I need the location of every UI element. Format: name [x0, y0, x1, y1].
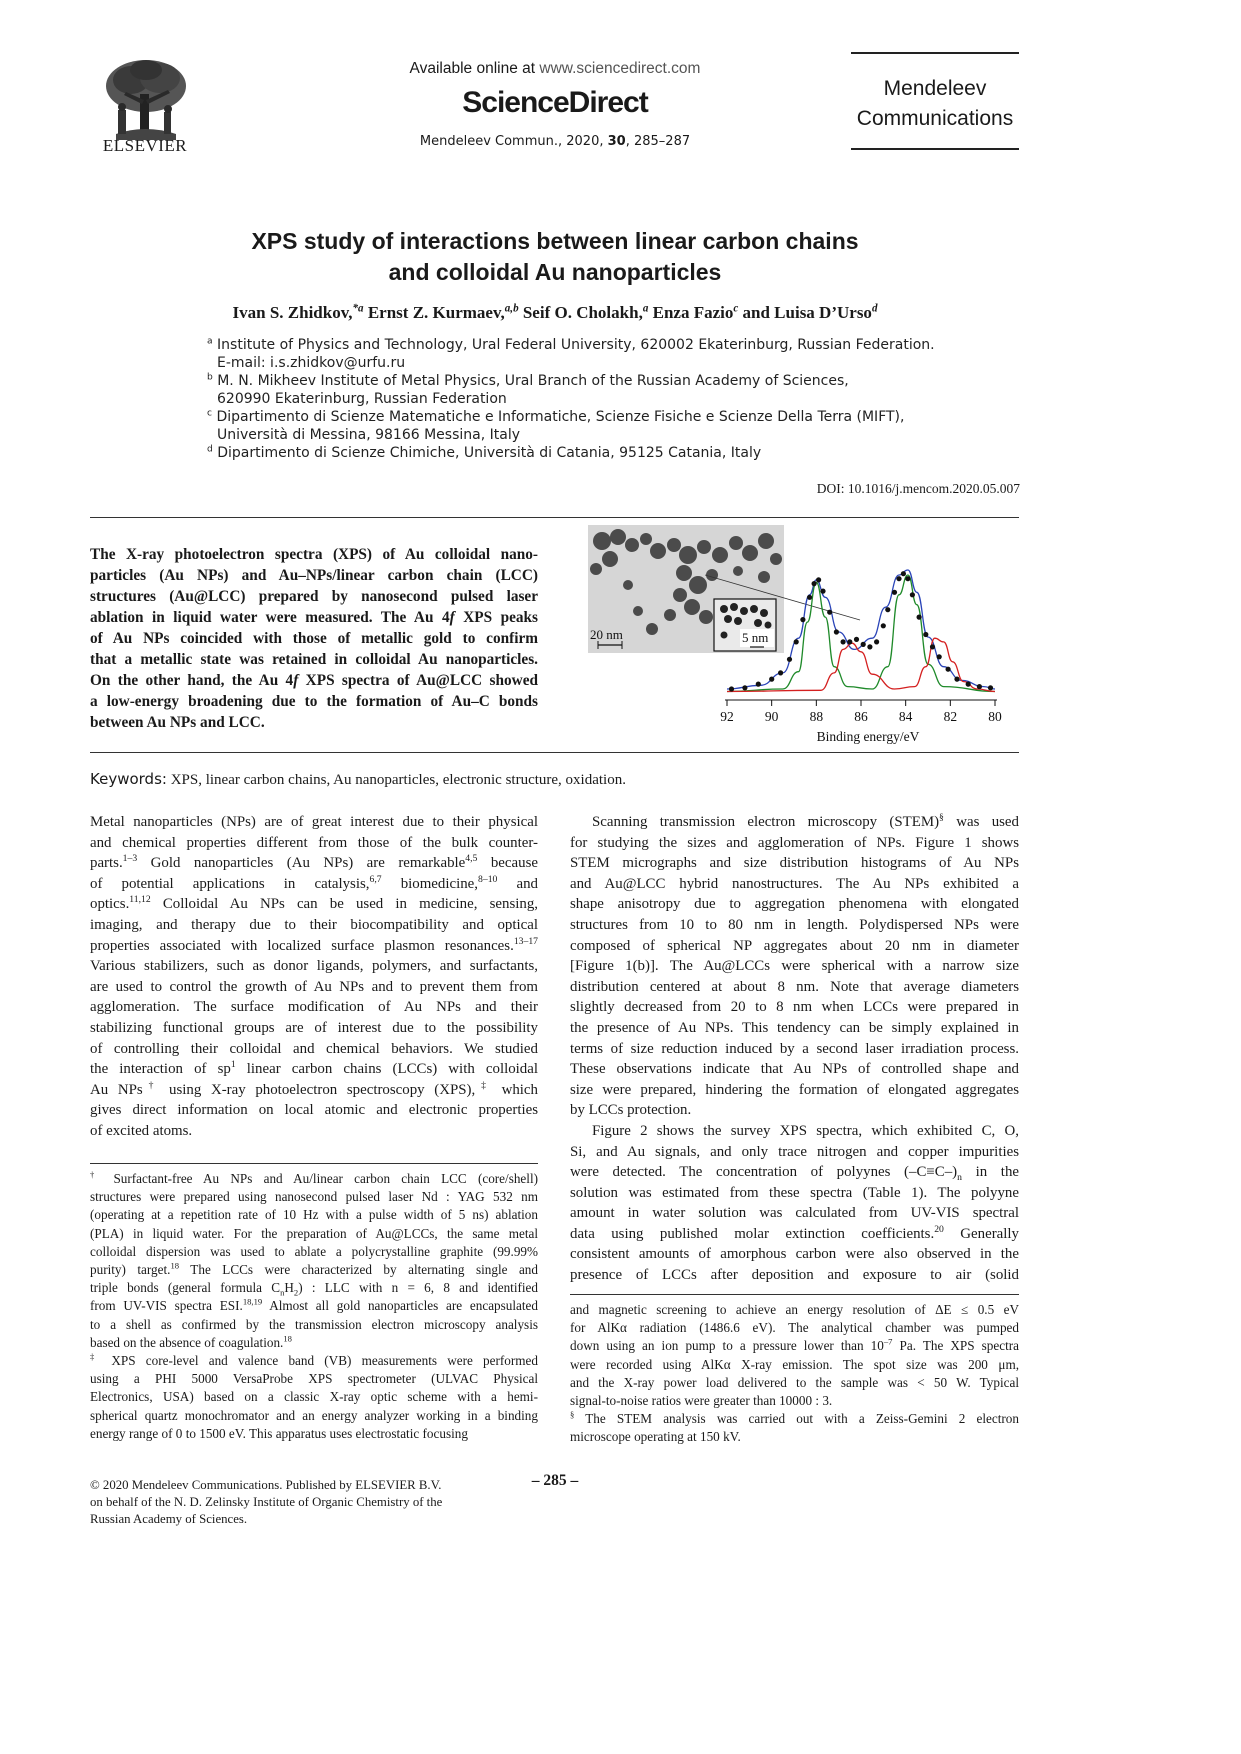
- footnote-line: energy range of 0 to 1500 eV. This apparatus uses electrostatic focusing: [90, 1425, 468, 1441]
- affiliation-mark: d: [207, 444, 213, 455]
- data-point: [820, 589, 825, 594]
- footnote-line: and the X-ray power load delivered to the sample was < 50 W. Typical: [570, 1374, 1019, 1390]
- body-line: These observations indicate that Au NPs of controlled shape and: [570, 1061, 1019, 1078]
- data-point: [841, 639, 846, 644]
- footnote-rule-left: [90, 1163, 538, 1164]
- xps-spectrum-chart: [705, 560, 1020, 750]
- body-line: Au NPs† using X-ray photoelectron spectroscopy (XPS),‡ which: [90, 1079, 538, 1098]
- data-point: [729, 686, 734, 691]
- footnote-line: were recorded using AlKα X-ray emission. The spot size was 200 μm,: [570, 1356, 1019, 1372]
- footnote-line: (PLA) in liquid water. For the preparation of Au@LCCs, the same metal: [90, 1225, 538, 1241]
- x-tick-label: 88: [809, 709, 824, 724]
- data-point: [923, 632, 928, 637]
- journal-citation: [300, 134, 810, 149]
- x-tick-label: 90: [764, 709, 779, 724]
- footnote-line: triple bonds (general formula $C_nH_2$) : LLC with n = 6, 8 and identified: [90, 1280, 538, 1298]
- scale-bar-20nm-label: 20 nm: [590, 627, 623, 642]
- abstract-line: The X-ray photoelectron spectra (XPS) of Au colloidal nano-: [90, 546, 538, 563]
- footnotes-left: [90, 1170, 538, 1443]
- citation-pages: , 285–287: [625, 134, 691, 149]
- footnote-rule-right: [570, 1294, 1019, 1295]
- footnote-line: § The STEM analysis was carried out with a Zeiss-Gemini 2 electron: [570, 1409, 1019, 1427]
- footnote-line: † Surfactant-free Au NPs and Au/linear carbon chain LCC (core/shell): [90, 1169, 538, 1186]
- body-line: for studying the sizes and agglomeration of NPs. Figure 1 shows: [570, 834, 1019, 851]
- footnote-line: signal-to-noise ratios were greater than 10000 : 3.: [570, 1393, 833, 1409]
- doi[interactable]: DOI: 10.1016/j.mencom.2020.05.007: [816, 481, 1020, 496]
- data-point: [847, 639, 852, 644]
- author-affil-mark: a,b: [504, 302, 519, 315]
- x-tick-label: 82: [943, 709, 958, 724]
- data-point: [807, 595, 812, 600]
- body-line: and Au@LCC hybrid nanostructures. The Au NPs exhibited a: [570, 875, 1019, 892]
- body-line: optics.$^{11,12}$ Colloidal Au NPs can be used in medicine, sensing,: [90, 894, 538, 913]
- data-point: [800, 617, 805, 622]
- available-prefix: Available online at: [409, 60, 540, 77]
- body-line: properties associated with localized surface plasmon resonances.$^{13-17}$: [90, 935, 538, 954]
- journal-rule-top: [851, 52, 1019, 54]
- data-point: [834, 629, 839, 634]
- data-point: [966, 682, 971, 687]
- copyright-line: on behalf of the N. D. Zelinsky Institute of Organic Chemistry of the: [90, 1495, 443, 1509]
- x-axis-ticks: [720, 700, 1002, 724]
- data-point: [905, 576, 910, 581]
- body-line: slightly decreased from 20 to 8 nm when LCCs were prepared in: [570, 999, 1019, 1016]
- body-line: imaging, and therapy due to their biocompatibility and optical: [90, 916, 538, 933]
- body-line: were detected. The concentration of polyynes $(-C\equiv C-)_n$ in the: [570, 1164, 1019, 1184]
- data-point: [954, 677, 959, 682]
- affiliations: [207, 336, 1007, 462]
- abstract-rule-top: [90, 517, 1019, 518]
- data-point: [861, 642, 866, 647]
- affiliation-line: Institute of Physics and Technology, Ural Federal University, 620002 Ekaterinburg, Russian Federation.: [212, 337, 935, 353]
- body-line: Figure 2 shows the survey XPS spectra, which exhibited C, O,: [592, 1122, 1019, 1139]
- footnote-line: to a shell as confirmed by the transmission electron microscopy analysis: [90, 1316, 538, 1332]
- body-line: Si, and Au signals, and only trace nitrogen and copper impurities: [570, 1143, 1019, 1160]
- affiliation-line: 620990 Ekaterinburg, Russian Federation: [217, 391, 507, 407]
- author-affil-mark: *a: [352, 302, 364, 315]
- author-list: [120, 303, 990, 323]
- title-line1: XPS study of interactions between linear carbon chains: [251, 228, 859, 254]
- footnote-line: from UV-VIS spectra ESI.$^{18,19}$ Almost all gold nanoparticles are encapsulated: [90, 1297, 538, 1314]
- body-line: of controlling their colloidal and chemical behaviors. We studied: [90, 1040, 538, 1057]
- x-tick-label: 80: [988, 709, 1002, 724]
- abstract-line: of Au NPs coincided with those of metallic gold to confirm: [90, 630, 538, 647]
- affiliation-mark: a: [207, 336, 213, 347]
- author-affil-mark: d: [871, 302, 878, 315]
- data-point: [874, 639, 879, 644]
- body-line: Scanning transmission electron microscopy (STEM)§ was used: [592, 812, 1019, 830]
- data-point: [794, 639, 799, 644]
- data-point: [769, 677, 774, 682]
- sciencedirect-link[interactable]: www.sciencedirect.com: [539, 60, 701, 77]
- footnote-line: purity) target.$^{18}$ The LCCs were characterized by alternating single and: [90, 1260, 538, 1278]
- zoom-connector-line: [705, 575, 860, 620]
- journal-title-line1: Mendeleev: [883, 77, 987, 100]
- affiliation-a: [207, 336, 1007, 372]
- citation-volume: 30: [607, 134, 626, 149]
- data-point: [937, 654, 942, 659]
- affiliation-line: Dipartimento di Scienze Chimiche, Università di Catania, 95125 Catania, Italy: [212, 445, 762, 461]
- x-axis-label: Binding energy/eV: [816, 729, 920, 744]
- body-line: structures from 10 to 80 nm in length. Polydispersed NPs were: [570, 916, 1019, 933]
- body-line: Metal nanoparticles (NPs) are of great interest due to their physical: [90, 814, 538, 830]
- body-line: distribution centered at about 8 nm. Note that average diameters: [570, 978, 1019, 995]
- affiliation-line: E-mail: i.s.zhidkov@urfu.ru: [217, 355, 406, 371]
- body-line: consistent amounts of amorphous carbon were also observed in the: [570, 1246, 1019, 1263]
- footnote-line: Electronics, USA) based on a classic X-ray optic scheme with a hemi-: [90, 1389, 538, 1405]
- body-line: by LCCs protection.: [570, 1102, 692, 1119]
- data-point: [988, 685, 993, 690]
- data-point: [816, 577, 821, 582]
- citation-prefix: Mendeleev Commun., 2020,: [419, 134, 608, 149]
- data-point: [930, 644, 935, 649]
- affiliation-line: Università di Messina, 98166 Messina, Italy: [217, 427, 520, 443]
- body-line: solution was estimated from these spectra (Table 1). The polyyne: [570, 1184, 1019, 1201]
- footnote-line: microscope operating at 150 kV.: [570, 1429, 741, 1445]
- data-point: [787, 657, 792, 662]
- footnotes-right: [570, 1301, 1019, 1447]
- abstract-line: ablation in liquid water were measured. The Au 4f XPS peaks: [90, 609, 539, 626]
- footnote-line: for AlKα radiation (1486.6 eV). The analytical chamber was pumped: [570, 1320, 1019, 1336]
- data-point: [910, 592, 915, 597]
- body-line: stabilizing functional groups are of interest due to the possibility: [90, 1019, 538, 1036]
- body-line: data using published molar extinction coefficients.$^{20}$ Generally: [570, 1223, 1019, 1242]
- body-line: shape anisotropy due to aggregation phenomena with elongated: [570, 896, 1019, 913]
- journal-title: [846, 74, 1024, 134]
- footnote-line: and magnetic screening to achieve an energy resolution of ΔE ≤ 0.5 eV: [570, 1302, 1019, 1317]
- data-point: [867, 644, 872, 649]
- body-line: Various stabilizers, such as donor ligands, polymers, and surfactants,: [90, 958, 538, 975]
- body-line: composed of spherical NP aggregates about 20 nm in diameter: [570, 937, 1019, 954]
- author-0: Ivan S. Zhidkov,$^{*a}$: [232, 302, 364, 322]
- keywords-list: XPS, linear carbon chains, Au nanoparticles, electronic structure, oxidation.: [166, 772, 626, 788]
- title-line2: and colloidal Au nanoparticles: [388, 259, 722, 285]
- footnote-line: (operating at a repetition rate of 10 Hz with a pulse width of 5 ns) ablation: [90, 1207, 538, 1223]
- series-line-green: [727, 575, 995, 692]
- data-point: [885, 607, 890, 612]
- abstract-line: a low-energy broadening due to the formation of Au–C bonds: [90, 693, 538, 710]
- x-tick-label: 92: [720, 709, 734, 724]
- journal-title-line2: Communications: [856, 107, 1014, 130]
- body-line: terms of size reduction induced by a second laser irradiation process.: [570, 1040, 1019, 1057]
- abstract-line: On the other hand, the Au 4f XPS spectra of Au@LCC showed: [90, 672, 538, 689]
- data-point: [778, 670, 783, 675]
- keywords: [90, 770, 1019, 789]
- footnote-line: based on the absence of coagulation.$^{18}$: [90, 1333, 292, 1350]
- data-point: [896, 576, 901, 581]
- keywords-label: Keywords:: [90, 770, 167, 788]
- page-number: – 285 –: [531, 1472, 579, 1489]
- body-line: size were prepared, hindering the formation of elongated aggregates: [570, 1081, 1019, 1098]
- available-online: [300, 60, 810, 78]
- body-line: the interaction of $sp^1$ linear carbon chains (LCCs) with colloidal: [90, 1059, 538, 1078]
- publisher-name: ELSEVIER: [102, 136, 188, 155]
- x-tick-label: 86: [854, 709, 868, 724]
- data-point: [756, 682, 761, 687]
- body-line: [Figure 1(b)]. The Au@LCCs were spherical with a narrow size: [570, 958, 1019, 975]
- affiliation-b: [207, 372, 1007, 408]
- footnote-line: colloidal dispersion was used to ablate a polycrystalline graphite (99.99%: [90, 1243, 538, 1259]
- data-point: [901, 571, 906, 576]
- footnote-line: spherical quartz monochromator and an energy analyzer working in a binding: [90, 1407, 538, 1423]
- body-line: gives direct information on local atomic and electronic properties: [90, 1102, 538, 1119]
- affiliation-line: M. N. Mikheev Institute of Metal Physics, Ural Branch of the Russian Academy of Sciences,: [212, 373, 849, 389]
- data-point: [977, 684, 982, 689]
- data-point: [742, 685, 747, 690]
- body-line: agglomeration. The surface modification of Au NPs and their: [90, 999, 538, 1016]
- affiliation-c: [207, 408, 1007, 444]
- body-left-column: [90, 812, 538, 1142]
- author-3: Enza Fazio$^c$: [648, 302, 739, 322]
- body-line: are used to control the growth of Au NPs and to prevent them from: [90, 978, 538, 995]
- abstract-line: structures (Au@LCC) prepared by nanosecond pulsed laser: [90, 588, 538, 605]
- author-2: Seif O. Cholakh,$^a$: [518, 302, 649, 322]
- body-right-column: [570, 812, 1019, 1286]
- data-point: [881, 623, 886, 628]
- footnote-line: using a PHI 5000 VersaProbe XPS spectrometer (ULVAC Physical: [90, 1371, 538, 1387]
- author-affil-mark: c: [733, 302, 739, 315]
- sciencedirect-logo[interactable]: ScienceDirect: [462, 86, 648, 119]
- body-line: parts.$^{1-3}$ Gold nanoparticles (Au NPs) are remarkable$^{4,5}$ because: [90, 853, 538, 872]
- body-line: amount in water solution was calculated from UV-VIS spectral: [570, 1205, 1019, 1222]
- abstract-line: that a metallic state was retained in colloidal Au nanoparticles.: [90, 651, 538, 668]
- body-line: and chemical properties different from those of the bulk counter-: [90, 834, 538, 851]
- copyright-notice: [90, 1477, 510, 1528]
- abstract-line: particles (Au NPs) and Au–NPs/linear carbon chain (LCC): [90, 567, 538, 584]
- copyright-line: Russian Academy of Sciences.: [90, 1512, 248, 1526]
- data-point: [946, 667, 951, 672]
- body-line: STEM micrographs and size distribution histograms of Au NPs: [570, 855, 1019, 872]
- data-point: [917, 615, 922, 620]
- x-tick-label: 84: [898, 709, 913, 724]
- data-point: [827, 610, 832, 615]
- body-line: of potential applications in catalysis,$^{6,7}$ biomedicine,$^{8-10}$ and: [90, 873, 538, 892]
- footnote-line: down using an ion pump to a pressure lower than $10^{-7}$ Pa. The XPS spectra: [570, 1337, 1019, 1354]
- footnote-line: ‡ XPS core-level and valence band (VB) measurements were performed: [90, 1351, 538, 1369]
- affiliation-mark: b: [207, 372, 213, 383]
- journal-rule-bottom: [851, 148, 1019, 150]
- article-title: [130, 226, 980, 288]
- scale-bar-5nm-label: 5 nm: [742, 630, 769, 645]
- data-point: [892, 590, 897, 595]
- body-line: of excited atoms.: [90, 1122, 193, 1139]
- data-point: [812, 581, 817, 586]
- abstract-rule-bottom: [90, 752, 1019, 753]
- series-line-blue: [727, 570, 995, 689]
- plot-area: [727, 570, 995, 692]
- author-1: Ernst Z. Kurmaev,$^{a,b}$: [363, 302, 519, 322]
- author-4: and Luisa D’Urso$^d$: [738, 302, 878, 322]
- copyright-line: © 2020 Mendeleev Communications. Published by ELSEVIER B.V.: [90, 1478, 442, 1492]
- body-line: presence of LCCs after deposition and exposure to air (solid: [570, 1267, 1019, 1284]
- affiliation-mark: c: [207, 408, 212, 419]
- footnote-line: structures were prepared using nanosecond pulsed laser Nd : YAG 532 nm: [90, 1189, 538, 1205]
- abstract-line: between Au NPs and LCC.: [90, 714, 265, 731]
- affiliation-d: [207, 444, 1007, 462]
- data-point: [854, 637, 859, 642]
- body-line: the presence of Au NPs. This tendency can be simply explained in: [570, 1019, 1019, 1036]
- graphical-abstract-text: [90, 544, 538, 733]
- author-affil-mark: a: [642, 302, 649, 315]
- affiliation-line: Dipartimento di Scienze Matematiche e Informatiche, Scienze Fisiche e Scienze Della Terra (MIFT),: [212, 409, 905, 425]
